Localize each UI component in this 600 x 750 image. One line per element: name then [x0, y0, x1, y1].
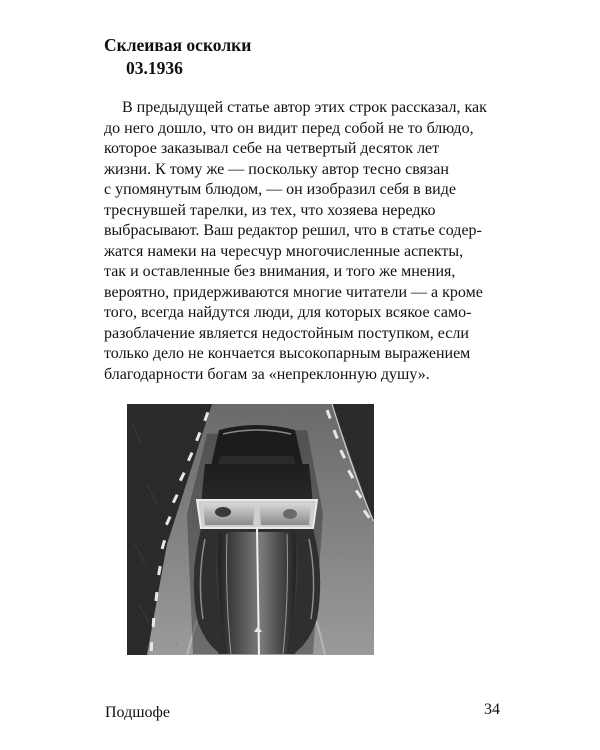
- chapter-date: 03.1936: [126, 58, 183, 78]
- chapter-heading: [104, 34, 251, 80]
- body-line: до него дошло, что он видит перед собой не то блюдо,: [104, 119, 474, 137]
- page-number: 34: [484, 701, 500, 718]
- body-line: с упомянутым блюдом, — он изобразил себя в виде: [104, 181, 456, 198]
- body-line: так и оставленные без внимания, и того же мнения,: [104, 263, 456, 280]
- body-line: жизни. К тому же — поскольку автор тесно связан: [104, 160, 449, 178]
- body-line: В предыдущей статье автор этих строк рассказал, как: [122, 99, 487, 116]
- body-line: благодарности богам за «непреклонную душу».: [104, 365, 430, 383]
- body-line: жатся намеки на чересчур многочисленные аспекты,: [104, 242, 464, 260]
- body-line: треснувшей тарелки, из тех, что хозяева нередко: [104, 201, 436, 219]
- body-line: только дело не кончается высокопарным выражением: [104, 345, 471, 362]
- convertible-car-photo: [127, 404, 374, 655]
- body-line: которое заказывал себе на четвертый десяток лет: [104, 140, 440, 157]
- body-paragraph: [104, 98, 506, 385]
- body-line: того, всегда найдутся люди, для которых всякое само-: [104, 304, 472, 321]
- running-title: Подшофе: [105, 704, 171, 721]
- body-line: разоблачение является недостойным поступком, если: [104, 324, 469, 342]
- chapter-title: Склеивая осколки: [104, 35, 252, 55]
- body-line: выбрасывают. Ваш редактор решил, что в статье содер-: [104, 222, 482, 239]
- body-line: вероятно, придерживаются многие читатели — а кроме: [104, 283, 483, 301]
